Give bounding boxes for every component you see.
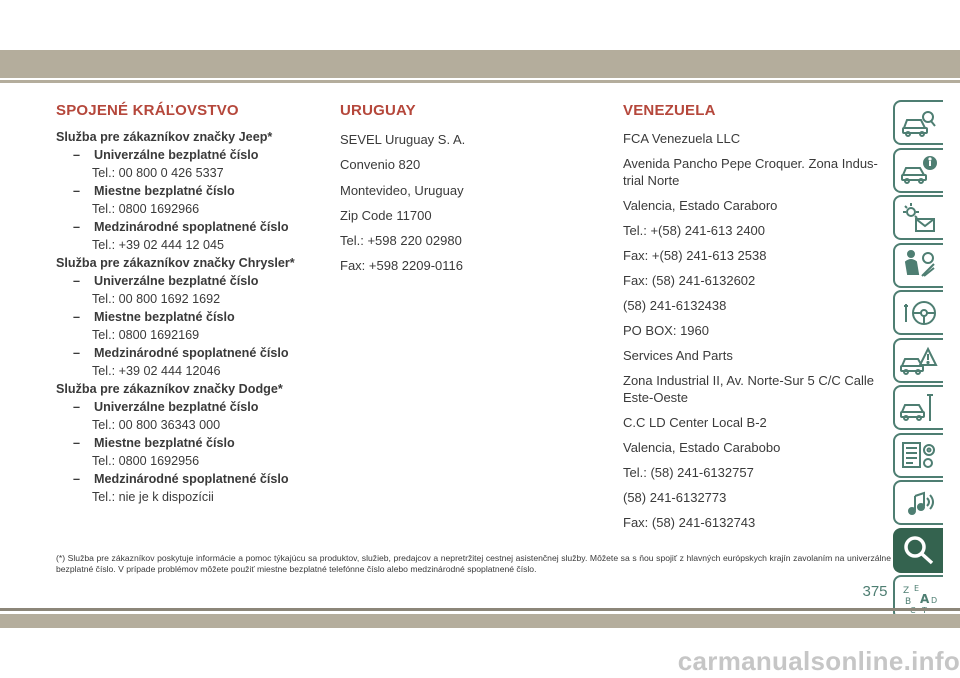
group-title: Služba pre zákazníkov značky Jeep* [56, 130, 273, 144]
car-service-icon [900, 391, 938, 425]
ve-line: Tel.: +(58) 241-613 2400 [623, 223, 766, 238]
ve-line: Zona Industrial II, Av. Norte-Sur 5 C/C Calle Este-Oeste [623, 373, 874, 405]
tab-index-search[interactable] [893, 528, 943, 573]
uy-line: Montevideo, Uruguay [340, 182, 464, 198]
tel-line: Tel.: 0800 1692956 [92, 454, 200, 468]
uy-line: Fax: +598 2209-0116 [340, 258, 463, 274]
steering-wheel-icon [900, 296, 938, 330]
uy-column [340, 102, 600, 283]
tel-line: Tel.: 0800 1692169 [92, 328, 200, 342]
uy-line: Convenio 820 [340, 157, 421, 173]
light-message-icon [900, 201, 938, 235]
group-title: Služba pre zákazníkov značky Chrysler* [56, 256, 295, 270]
sub-title: – Univerzálne bezplatné číslo [73, 274, 259, 288]
sub-title: – Medzinárodné spoplatnené číslo [73, 220, 289, 234]
sub-title: – Miestne bezplatné číslo [73, 310, 235, 324]
uk-column [56, 102, 324, 506]
uy-line: Zip Code 11700 [340, 207, 432, 223]
tab-lights-messages[interactable] [893, 195, 943, 240]
top-line [0, 80, 960, 83]
footnote: (*) Služba pre zákazníkov poskytuje informácie a pomoc týkajúcu sa produktov, služieb, predajcov a nepretržitej cestnej asistenčnej služby. Môžete sa s ňou spojiť z hlavných európskych krajín zavolaním na univerzálne bezplatné číslo. V prípade problémov môžete použiť miestne bezplatné telefónne číslo alebo medzinárodné spoplatnené číslo. [56, 553, 891, 574]
tel-line: Tel.: +39 02 444 12046 [92, 364, 221, 378]
car-search-icon [900, 106, 938, 140]
multimedia-icon [900, 486, 938, 520]
page-number: 375 [862, 583, 888, 600]
svg-text:B: B [905, 596, 912, 607]
svg-text:A: A [920, 591, 930, 606]
svg-text:D: D [931, 595, 938, 605]
uy-line: SEVEL Uruguay S. A. [340, 132, 466, 147]
tab-servicing[interactable] [893, 385, 943, 430]
sub-title: – Medzinárodné spoplatnené číslo [73, 472, 289, 486]
ve-line: Valencia, Estado Carabobo [623, 440, 781, 455]
uy-heading: URUGUAY [340, 102, 416, 119]
ve-line: Fax: (58) 241-6132602 [623, 273, 756, 288]
tel-line: Tel.: 00 800 0 426 5337 [92, 166, 224, 180]
ve-heading: VENEZUELA [623, 102, 716, 119]
tab-car-info[interactable] [893, 148, 943, 193]
sub-title: – Medzinárodné spoplatnené číslo [73, 346, 289, 360]
ve-line: Fax: +(58) 241-613 2538 [623, 248, 767, 263]
ve-line: Services And Parts [623, 348, 733, 363]
tel-line: Tel.: 00 800 36343 000 [92, 418, 221, 432]
uk-group-dodge [56, 380, 324, 506]
sub-title: – Miestne bezplatné číslo [73, 184, 235, 198]
airbag-safety-icon [900, 248, 938, 282]
ve-line: Fax: (58) 241-6132743 [623, 515, 756, 530]
tel-line: Tel.: nie je k dispozícii [92, 490, 214, 504]
tab-technical-specs[interactable] [893, 433, 943, 478]
top-band [0, 50, 960, 78]
tab-safety[interactable] [893, 243, 943, 288]
ve-line: Tel.: (58) 241-6132757 [623, 465, 754, 480]
sub-title: – Univerzálne bezplatné číslo [73, 400, 259, 414]
ve-line: (58) 241-6132773 [623, 490, 727, 505]
group-title: Služba pre zákazníkov značky Dodge* [56, 382, 283, 396]
tab-emergency[interactable] [893, 338, 943, 383]
tab-car-search[interactable] [893, 100, 943, 145]
ve-line: C.C LD Center Local B-2 [623, 415, 767, 430]
uk-heading: SPOJENÉ KRÁĽOVSTVO [56, 102, 239, 119]
ve-line: Valencia, Estado Caraboro [623, 198, 778, 213]
search-icon [900, 533, 938, 567]
bottom-line [0, 608, 960, 611]
ve-line: FCA Venezuela LLC [623, 131, 741, 146]
watermark: carmanualsonline.info [677, 646, 960, 676]
tel-line: Tel.: 00 800 1692 1692 [92, 292, 221, 306]
tel-line: Tel.: 0800 1692966 [92, 202, 200, 216]
chapter-tabs [893, 100, 943, 623]
tab-starting-driving[interactable] [893, 290, 943, 335]
ve-line: PO BOX: 1960 [623, 323, 709, 338]
ve-column [623, 102, 893, 539]
ve-line: Avenida Pancho Pepe Croquer. Zona Indus-trial Norte [623, 156, 878, 188]
uy-line: Tel.: +598 220 02980 [340, 233, 462, 249]
sub-title: – Univerzálne bezplatné číslo [73, 148, 259, 162]
emergency-warning-icon [900, 343, 938, 377]
svg-text:E: E [914, 583, 920, 593]
bottom-band [0, 614, 960, 628]
specifications-icon [900, 438, 938, 472]
svg-text:Z: Z [903, 585, 910, 596]
car-info-icon [900, 153, 938, 187]
tab-multimedia[interactable] [893, 480, 943, 525]
ve-line: (58) 241-6132438 [623, 298, 727, 313]
uk-group-jeep [56, 128, 324, 254]
uk-group-chrysler [56, 254, 324, 380]
sub-title: – Miestne bezplatné číslo [73, 436, 235, 450]
tel-line: Tel.: +39 02 444 12 045 [92, 238, 224, 252]
